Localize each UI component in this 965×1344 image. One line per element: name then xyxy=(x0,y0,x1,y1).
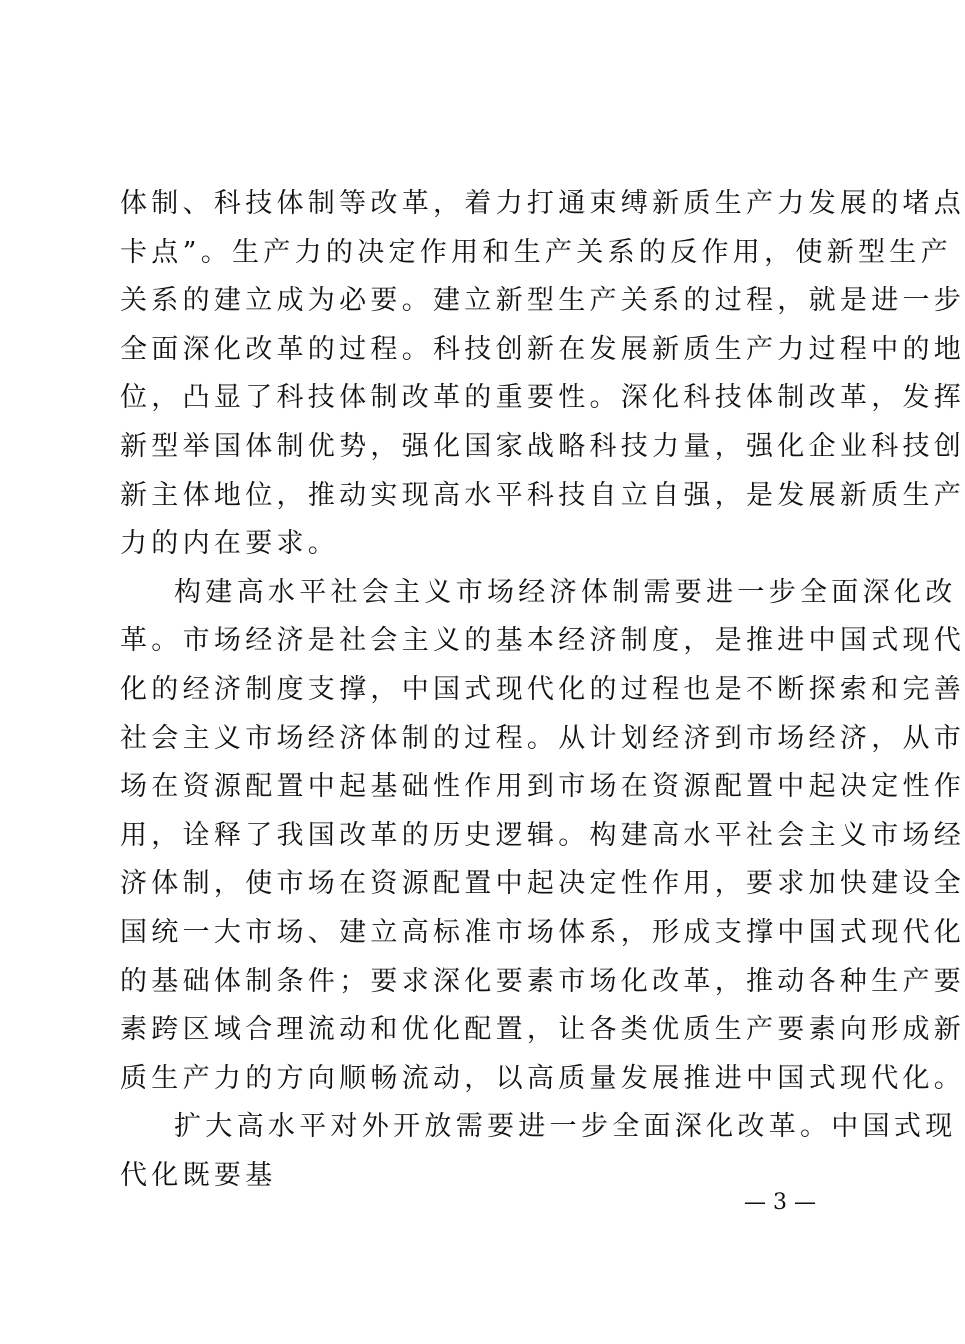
text-line: 场在资源配置中起基础性作用到市场在资源配置中起决定性作 xyxy=(120,771,965,803)
paragraph-start-line: 构建高水平社会主义市场经济体制需要进一步全面深化改 xyxy=(174,576,957,608)
paragraph-start-line: 扩大高水平对外开放需要进一步全面深化改革。中国式现 xyxy=(174,1111,957,1143)
text-line: 质生产力的方向顺畅流动，以高质量发展推进中国式现代化。 xyxy=(120,1062,965,1094)
text-line: 济体制，使市场在资源配置中起决定性作用，要求加快建设全 xyxy=(120,868,965,900)
body-text xyxy=(120,180,965,1200)
page-number: — 3 — xyxy=(744,1190,816,1215)
text-line: 位，凸显了科技体制改革的重要性。深化科技体制改革，发挥 xyxy=(120,382,965,414)
text-line: 新主体地位，推动实现高水平科技自立自强，是发展新质生产 xyxy=(120,479,965,511)
text-line: 化的经济制度支撑，中国式现代化的过程也是不断探索和完善 xyxy=(120,673,965,705)
text-line: 国统一大市场、建立高标准市场体系，形成支撑中国式现代化 xyxy=(120,916,965,948)
text-line: 新型举国体制优势，强化国家战略科技力量，强化企业科技创 xyxy=(120,430,965,462)
text-line: 革。市场经济是社会主义的基本经济制度，是推进中国式现代 xyxy=(120,625,965,657)
text-line: 关系的建立成为必要。建立新型生产关系的过程，就是进一步 xyxy=(120,285,965,317)
text-line: 社会主义市场经济体制的过程。从计划经济到市场经济，从市 xyxy=(120,722,965,754)
text-line: 体制、科技体制等改革，着力打通束缚新质生产力发展的堵点 xyxy=(120,188,965,219)
text-line: 的基础体制条件；要求深化要素市场化改革，推动各种生产要 xyxy=(120,965,965,997)
text-line: 全面深化改革的过程。科技创新在发展新质生产力过程中的地 xyxy=(120,333,965,365)
text-line: 力的内在要求。 xyxy=(120,528,340,560)
text-line: 素跨区域合理流动和优化配置，让各类优质生产要素向形成新 xyxy=(120,1014,965,1046)
text-line: 用，诠释了我国改革的历史逻辑。构建高水平社会主义市场经 xyxy=(120,819,965,851)
text-line: 代化既要基 xyxy=(120,1159,277,1191)
text-line: 卡点”。生产力的决定作用和生产关系的反作用，使新型生产 xyxy=(120,236,952,268)
